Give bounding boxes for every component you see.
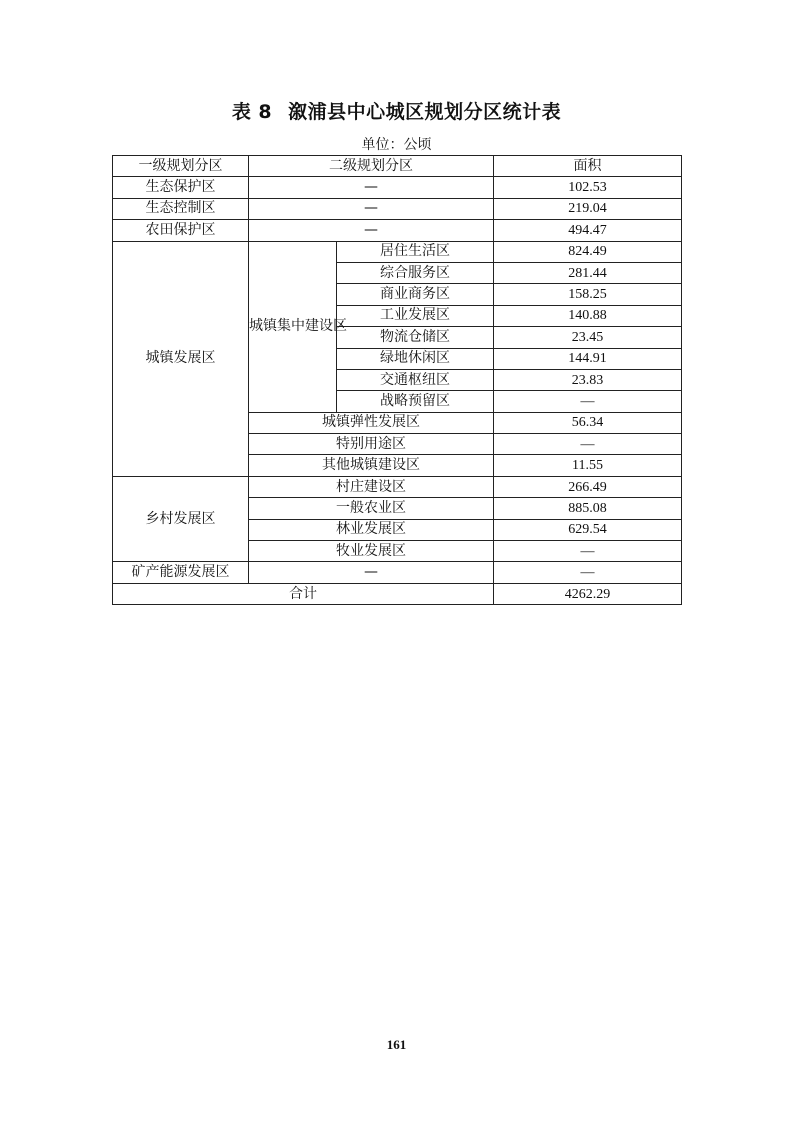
area-value: 158.25 [494,284,682,305]
table-row [113,562,682,583]
level3-name: 物流仓储区 [337,327,494,348]
level3-name: 综合服务区 [337,262,494,283]
level2-name: — [249,177,494,198]
area-value: — [494,562,682,583]
level3-name: 商业商务区 [337,284,494,305]
area-value: 824.49 [494,241,682,262]
area-value: — [494,541,682,562]
area-value: 629.54 [494,519,682,540]
area-value: — [494,391,682,412]
total-label: 合计 [113,583,494,604]
unit-label: 单位：公顷 [361,137,432,153]
page-number: 161 [386,1037,407,1052]
header-area: 面积 [494,156,682,177]
header-level2: 二级规划分区 [249,156,494,177]
area-value: — [494,434,682,455]
table-row [113,198,682,219]
level2-name: — [249,198,494,219]
level1-name: 矿产能源发展区 [113,562,249,583]
area-value: 885.08 [494,498,682,519]
total-row [113,583,682,604]
table-row [113,177,682,198]
level2-name: 牧业发展区 [249,541,494,562]
level1-name: 生态保护区 [113,177,249,198]
level3-name: 居住生活区 [337,241,494,262]
level2-name: — [249,562,494,583]
table-header-row [113,156,682,177]
level1-name: 农田保护区 [113,220,249,241]
level2-name: 城镇弹性发展区 [249,412,494,433]
level2-name: 林业发展区 [249,519,494,540]
area-value: 11.55 [494,455,682,476]
area-value: 140.88 [494,305,682,326]
level2-name: 特别用途区 [249,434,494,455]
table-row [113,220,682,241]
level1-name: 生态控制区 [113,198,249,219]
area-value: 56.34 [494,412,682,433]
concentrated-zone-name: 城镇集中建设区 [249,241,337,412]
area-value: 219.04 [494,198,682,219]
header-level1: 一级规划分区 [113,156,249,177]
level2-name: 村庄建设区 [249,476,494,497]
level3-name: 工业发展区 [337,305,494,326]
area-value: 266.49 [494,476,682,497]
level3-name: 交通枢纽区 [337,369,494,390]
table-title-text: 溆浦县中心城区规划分区统计表 [288,101,562,123]
level1-name: 城镇发展区 [113,241,249,476]
total-value: 4262.29 [494,583,682,604]
table-number: 表 8 [231,101,273,123]
area-value: 281.44 [494,262,682,283]
level2-name: 一般农业区 [249,498,494,519]
area-value: 23.45 [494,327,682,348]
level1-name: 乡村发展区 [113,476,249,562]
area-value: 23.83 [494,369,682,390]
table-row [113,476,682,497]
area-value: 144.91 [494,348,682,369]
level2-name: — [249,220,494,241]
page-title [0,97,793,124]
area-value: 494.47 [494,220,682,241]
level2-name: 其他城镇建设区 [249,455,494,476]
table-row [113,241,682,262]
zoning-statistics-table [112,155,682,605]
level3-name: 战略预留区 [337,391,494,412]
level3-name: 绿地休闲区 [337,348,494,369]
area-value: 102.53 [494,177,682,198]
